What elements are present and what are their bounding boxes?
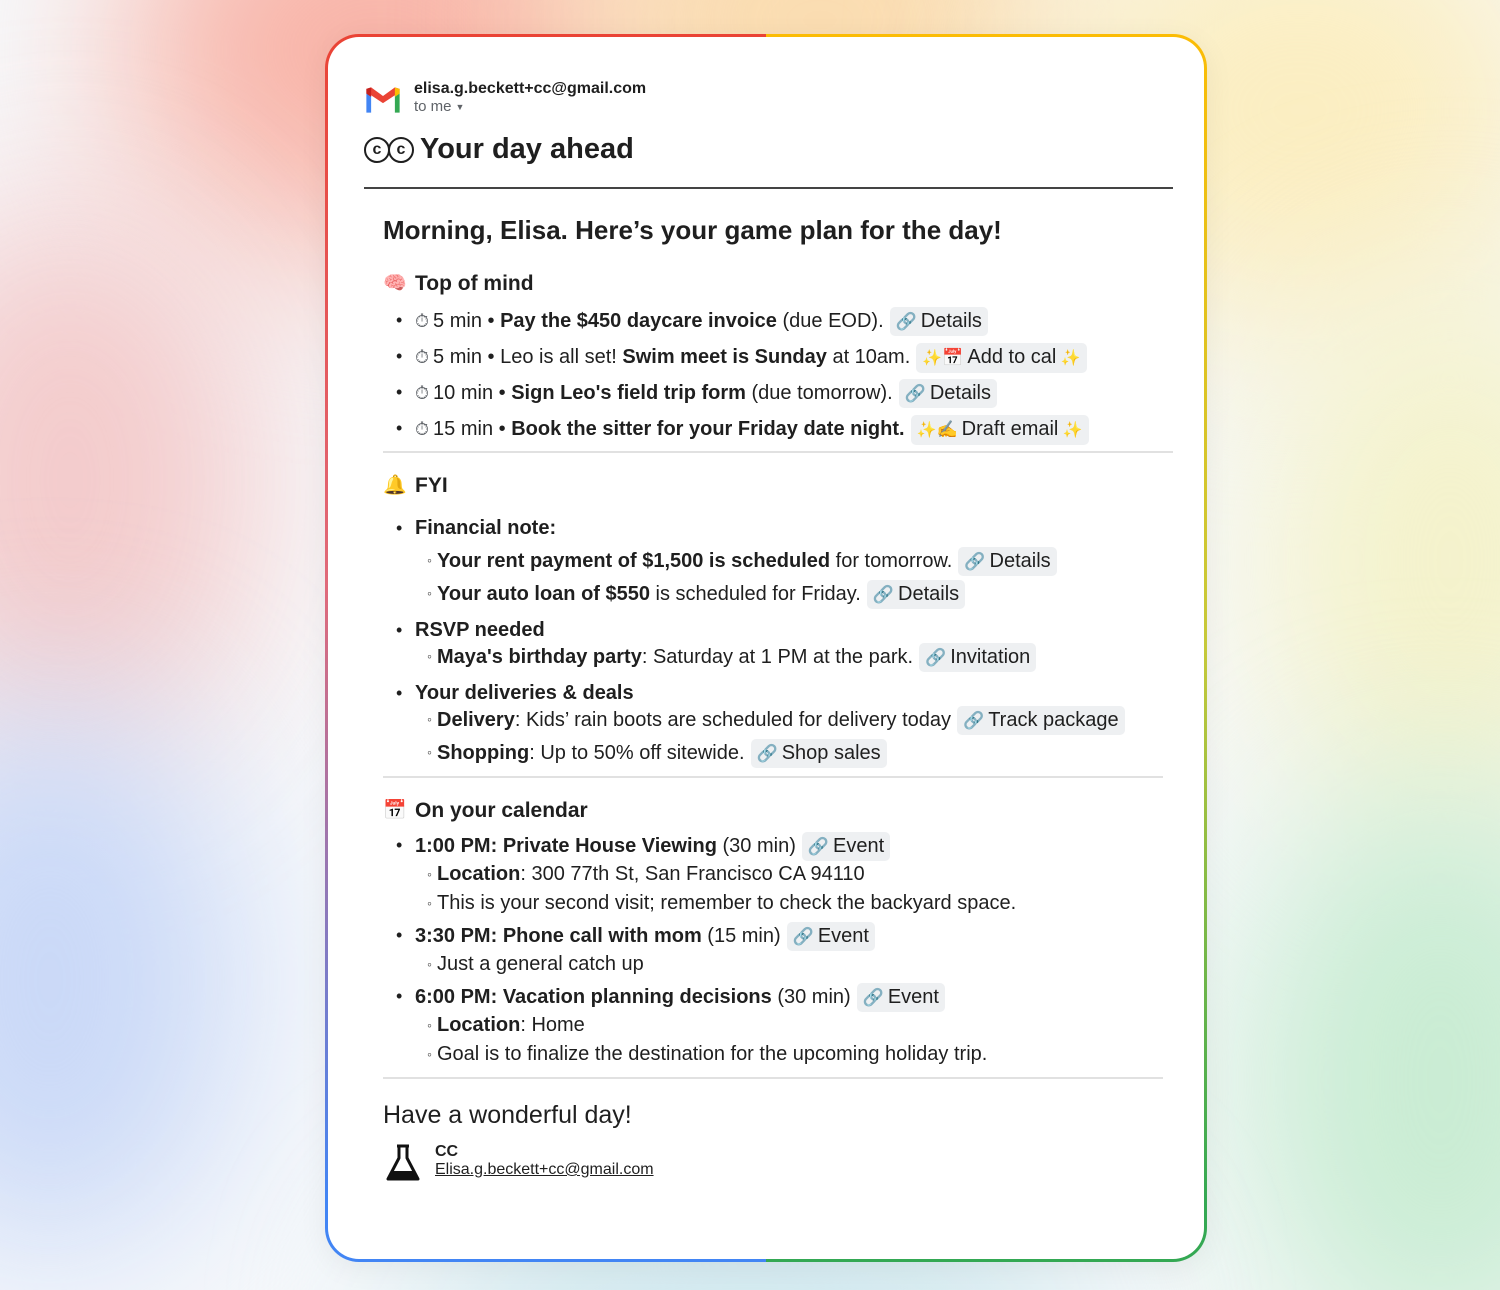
fyi-group xyxy=(396,680,1183,768)
cc-logo-icon: c c xyxy=(364,137,412,163)
fyi-group-label: Your deliveries & deals xyxy=(415,682,634,704)
gmail-logo-icon xyxy=(364,85,402,115)
recipient-dropdown[interactable] xyxy=(414,99,646,115)
link-icon: 🔗 xyxy=(872,585,895,604)
top-of-mind-list xyxy=(383,307,1183,445)
sender-email: elisa.g.beckett+cc@gmail.com xyxy=(414,80,647,97)
section-divider xyxy=(383,451,1173,453)
chip-label: Event xyxy=(833,835,885,857)
task-title: Book the sitter for your Friday date night. xyxy=(511,417,905,440)
fyi-action-button[interactable] xyxy=(957,706,1125,735)
link-icon: 🔗 xyxy=(964,552,986,571)
chip-label: Shop sales xyxy=(781,742,881,764)
stopwatch-icon: ⏱ xyxy=(415,311,430,331)
fyi-group-label: Financial note: xyxy=(415,517,557,539)
section-heading xyxy=(383,798,1183,824)
fyi-item xyxy=(427,706,1183,735)
task-action-button[interactable] xyxy=(899,379,997,408)
section-title: On your calendar xyxy=(415,799,588,822)
chip-label: Event xyxy=(817,925,869,947)
task-duration: 5 min xyxy=(433,310,482,332)
chip-label: Details xyxy=(929,382,991,404)
event-duration: (15 min) xyxy=(701,925,781,947)
event-separator: : xyxy=(490,925,503,947)
fyi-action-button[interactable] xyxy=(919,643,1036,672)
calendar-event xyxy=(396,832,1183,916)
task-item: • ⏱ 10 min • Sign Leo's field trip form (due tomorrow). 🔗 Details xyxy=(396,379,1183,408)
section-heading xyxy=(383,271,1183,297)
event-details xyxy=(415,951,1183,977)
fyi-item xyxy=(427,580,1183,609)
email-body xyxy=(383,213,1183,1183)
task-title: Pay the $450 daycare invoice xyxy=(500,310,777,332)
chip-label: Details xyxy=(920,310,982,332)
event-time: 6:00 PM xyxy=(415,986,491,1008)
chip-label: Details xyxy=(989,550,1051,572)
fyi-action-button[interactable] xyxy=(867,580,965,609)
calendar-list xyxy=(383,832,1183,1067)
section-divider xyxy=(383,776,1163,778)
task-action-button[interactable] xyxy=(916,343,1086,373)
event-details xyxy=(415,861,1183,916)
link-icon: 🔗 xyxy=(807,837,830,856)
link-icon: 🔗 xyxy=(756,744,778,763)
fyi-item-title: Your auto loan of $550 xyxy=(437,583,650,605)
task-duration: 10 min xyxy=(433,382,494,404)
task-title: Swim meet is Sunday xyxy=(622,345,827,368)
event-time: 1:00 PM xyxy=(415,835,491,857)
event-title: Private House Viewing xyxy=(502,835,717,857)
event-details xyxy=(415,1012,1183,1067)
chip-label: Track package xyxy=(988,709,1119,731)
event-link-button[interactable] xyxy=(802,832,890,861)
event-link-button[interactable] xyxy=(857,983,945,1012)
brain-icon: 🧠 xyxy=(383,273,407,294)
task-duration: 15 min xyxy=(433,417,494,440)
event-title: Phone call with mom xyxy=(502,925,702,947)
event-note: ◦ Just a general catch up xyxy=(427,951,1183,977)
chip-label: Add to cal xyxy=(967,345,1057,368)
event-duration: (30 min) xyxy=(771,986,851,1008)
fyi-action-button[interactable] xyxy=(751,739,887,768)
event-note: ◦ This is your second visit; remember to check the backyard space. xyxy=(427,890,1183,916)
event-title: Vacation planning decisions xyxy=(502,986,772,1008)
bell-icon: 🔔 xyxy=(383,475,407,496)
stopwatch-icon: ⏱ xyxy=(415,383,430,403)
calendar-icon: 📅 xyxy=(383,800,407,821)
link-icon: 🔗 xyxy=(963,711,985,730)
fyi-item-detail: : Up to 50% off sitewide. xyxy=(529,742,745,764)
link-icon: 🔗 xyxy=(792,927,814,946)
location-value: : Home xyxy=(520,1014,585,1036)
fyi-item xyxy=(427,739,1183,768)
stopwatch-icon: ⏱ xyxy=(415,418,430,439)
sparkle-icon: ✨ xyxy=(1056,349,1081,367)
fyi-item-title: Delivery xyxy=(437,709,515,731)
header-divider xyxy=(364,187,1173,189)
calendar-event xyxy=(396,922,1183,977)
calendar-icon: 📅 xyxy=(942,347,964,367)
event-link-button[interactable] xyxy=(787,922,875,951)
location-label: Location xyxy=(437,863,521,885)
link-icon: 🔗 xyxy=(925,648,947,667)
task-detail: (due tomorrow). xyxy=(745,382,893,404)
event-location xyxy=(427,861,1183,887)
section-divider xyxy=(383,1077,1163,1079)
greeting: Morning, Elisa. Here’s your game plan for the day! xyxy=(383,215,1002,245)
fyi-group-label: RSVP needed xyxy=(415,619,545,641)
task-action-button[interactable] xyxy=(890,307,988,336)
fyi-item-detail: : Kids’ rain boots are scheduled for delivery today xyxy=(514,709,952,731)
flask-icon xyxy=(383,1143,423,1183)
event-separator: : xyxy=(490,986,503,1008)
task-duration: 5 min xyxy=(433,345,482,368)
section-title: Top of mind xyxy=(415,272,534,295)
section-title: FYI xyxy=(415,474,448,497)
chip-label: Invitation xyxy=(950,646,1031,668)
sparkle-icon: ✨ xyxy=(916,421,937,439)
fyi-item-title: Your rent payment of $1,500 is scheduled xyxy=(437,550,831,572)
calendar-event xyxy=(396,983,1183,1067)
fyi-sublist xyxy=(415,643,1183,672)
stopwatch-icon: ⏱ xyxy=(415,346,430,367)
subject-text: Your day ahead xyxy=(420,133,634,165)
farewell: Have a wonderful day! xyxy=(383,1101,632,1129)
email-subject xyxy=(364,133,634,166)
event-note: ◦ Goal is to finalize the destination for the upcoming holiday trip. xyxy=(427,1041,1183,1067)
fyi-item xyxy=(427,643,1183,672)
chip-label: Details xyxy=(898,583,960,605)
writing-hand-icon: ✍ xyxy=(936,419,958,439)
sender-header xyxy=(364,79,646,115)
fyi-item xyxy=(427,547,1183,576)
fyi-item-detail: for tomorrow. xyxy=(830,550,953,572)
task-action-button[interactable] xyxy=(911,415,1089,445)
fyi-group xyxy=(396,617,1183,672)
fyi-item-title: Shopping xyxy=(437,742,530,764)
sparkle-icon: ✨ xyxy=(922,349,943,367)
task-item: • ⏱ 15 min • Book the sitter for your Friday date night. ✨✍ Draft email ✨ xyxy=(396,415,1183,445)
task-item: • ⏱ 5 min • Pay the $450 daycare invoice (due EOD). 🔗 Details xyxy=(396,307,1183,336)
chevron-down-icon: ▼ xyxy=(455,102,465,112)
fyi-item-detail: : Saturday at 1 PM at the park. xyxy=(641,646,914,668)
event-duration: (30 min) xyxy=(716,835,796,857)
fyi-sublist xyxy=(415,706,1183,768)
chip-label: Draft email xyxy=(961,417,1059,440)
signature-email-link[interactable]: Elisa.g.beckett+cc@gmail.com xyxy=(435,1161,654,1178)
fyi-list xyxy=(383,515,1183,768)
section-heading xyxy=(383,473,1183,499)
chip-label: Event xyxy=(887,986,939,1008)
task-item: • ⏱ 5 min • Leo is all set! Swim meet is Sunday at 10am. ✨📅 Add to cal ✨ xyxy=(396,343,1183,373)
link-icon: 🔗 xyxy=(895,312,917,331)
sparkle-icon: ✨ xyxy=(1058,421,1083,439)
fyi-sublist xyxy=(415,547,1183,609)
signature-name: CC xyxy=(435,1143,459,1160)
event-time: 3:30 PM xyxy=(415,925,491,947)
signature xyxy=(383,1143,1183,1183)
fyi-item-detail: is scheduled for Friday. xyxy=(650,583,861,605)
event-separator: : xyxy=(490,835,503,857)
task-detail: at 10am. xyxy=(826,345,911,368)
fyi-action-button[interactable] xyxy=(958,547,1056,576)
fyi-group xyxy=(396,515,1183,609)
link-icon: 🔗 xyxy=(862,988,884,1007)
to-label: to me xyxy=(414,98,452,115)
task-title: Sign Leo's field trip form xyxy=(511,382,746,404)
task-detail: (due EOD). xyxy=(776,310,884,332)
signature-text xyxy=(435,1143,654,1179)
task-prefix: Leo is all set! xyxy=(500,345,623,368)
email-card xyxy=(325,34,1207,1262)
location-value: : 300 77th St, San Francisco CA 94110 xyxy=(520,863,865,885)
event-location xyxy=(427,1012,1183,1038)
link-icon: 🔗 xyxy=(904,384,926,403)
fyi-item-title: Maya's birthday party xyxy=(437,646,642,668)
location-label: Location xyxy=(437,1014,521,1036)
